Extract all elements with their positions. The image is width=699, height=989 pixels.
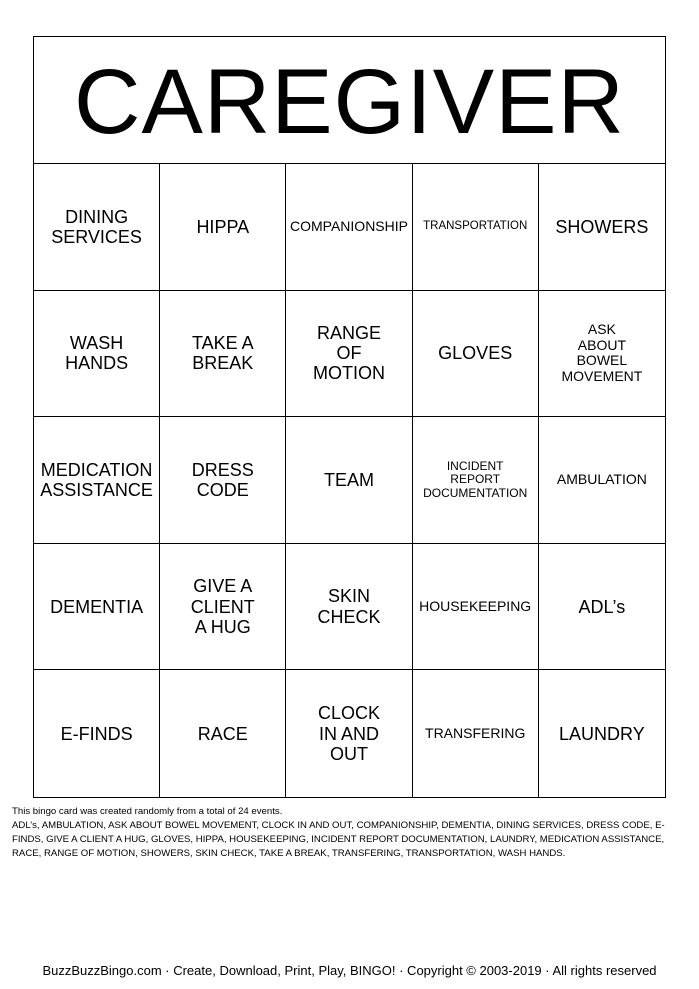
bingo-cell xyxy=(286,417,412,544)
bingo-cell xyxy=(160,417,286,544)
bingo-cell xyxy=(413,417,539,544)
bingo-cell-text: HOUSEKEEPING xyxy=(419,597,532,614)
bingo-cell xyxy=(286,291,412,418)
bingo-cell-text: WASH HANDS xyxy=(65,333,129,374)
bingo-cell-text: LAUNDRY xyxy=(559,723,645,744)
bingo-cell-text: RANGE OF MOTION xyxy=(312,323,385,384)
bingo-cell-text: E-FINDS xyxy=(60,723,133,744)
bingo-cell xyxy=(160,164,286,291)
bingo-cell-text: DEMENTIA xyxy=(50,596,144,617)
bingo-cell-text: RACE xyxy=(197,723,248,744)
bingo-cell-text: SHOWERS xyxy=(555,216,649,237)
bingo-grid xyxy=(34,164,665,797)
bingo-cell xyxy=(413,164,539,291)
bingo-cell-text: GIVE A CLIENT A HUG xyxy=(190,576,255,637)
info-event-list: ADL’s, AMBULATION, ASK ABOUT BOWEL MOVEMENT, CLOCK IN AND OUT, COMPANIONSHIP, DEMENTIA, DINING SERVICES, DRESS CODE, E-FINDS, GIVE A CLIENT A HUG, GLOVES, HIPPA, HOUSEKEEPING, INCIDENT REPORT DOCUMENTATION, LAUNDRY, MEDICATION ASSISTANCE, RACE, RANGE OF MOTION, SHOWERS, SKIN CHECK, TAKE A BREAK, TRANSFERING, TRANSPORTATION, WASH HANDS. xyxy=(12,819,665,859)
bingo-cell-text: CLOCK IN AND OUT xyxy=(317,703,380,764)
card-info xyxy=(12,805,692,861)
bingo-cell-text: HIPPA xyxy=(196,216,250,237)
bingo-cell xyxy=(34,291,160,418)
bingo-cell-text: COMPANIONSHIP xyxy=(290,217,408,234)
bingo-cell-text: MEDICATION ASSISTANCE xyxy=(40,459,153,500)
bingo-cell-text: INCIDENT REPORT DOCUMENTATION xyxy=(423,458,528,500)
bingo-cell xyxy=(539,291,665,418)
bingo-cell xyxy=(539,544,665,671)
bingo-cell-text: GLOVES xyxy=(438,343,513,364)
bingo-cell-text: DRESS CODE xyxy=(191,459,254,500)
bingo-cell-text: TRANSFERING xyxy=(425,724,526,741)
bingo-cell xyxy=(160,544,286,671)
bingo-card xyxy=(33,36,666,798)
bingo-cell xyxy=(34,544,160,671)
bingo-cell xyxy=(34,670,160,797)
bingo-cell-text: SKIN CHECK xyxy=(317,586,381,627)
bingo-cell-text: ASK ABOUT BOWEL MOVEMENT xyxy=(561,321,643,385)
bingo-cell xyxy=(34,417,160,544)
bingo-cell xyxy=(160,670,286,797)
title-box xyxy=(34,37,665,164)
bingo-cell-text: DINING SERVICES xyxy=(51,206,142,247)
bingo-cell xyxy=(413,291,539,418)
bingo-cell xyxy=(286,164,412,291)
bingo-cell-text: TAKE A BREAK xyxy=(191,333,254,374)
bingo-cell xyxy=(539,164,665,291)
bingo-cell-text: AMBULATION xyxy=(556,471,647,488)
bingo-cell xyxy=(539,670,665,797)
bingo-cell-text: TRANSPORTATION xyxy=(423,220,528,233)
card-title: CAREGIVER xyxy=(74,51,625,153)
footer-copyright: BuzzBuzzBingo.com · Create, Download, Print, Play, BINGO! · Copyright © 2003-2019 · All rights reserved xyxy=(42,963,657,978)
bingo-cell xyxy=(286,670,412,797)
bingo-cell xyxy=(160,291,286,418)
bingo-cell xyxy=(413,544,539,671)
info-summary: This bingo card was created randomly from a total of 24 events. xyxy=(12,806,283,817)
bingo-cell-text: ADL’s xyxy=(578,596,626,617)
bingo-cell xyxy=(413,670,539,797)
bingo-cell-text: TEAM xyxy=(323,469,374,490)
bingo-cell xyxy=(34,164,160,291)
bingo-cell xyxy=(286,544,412,671)
bingo-cell xyxy=(539,417,665,544)
